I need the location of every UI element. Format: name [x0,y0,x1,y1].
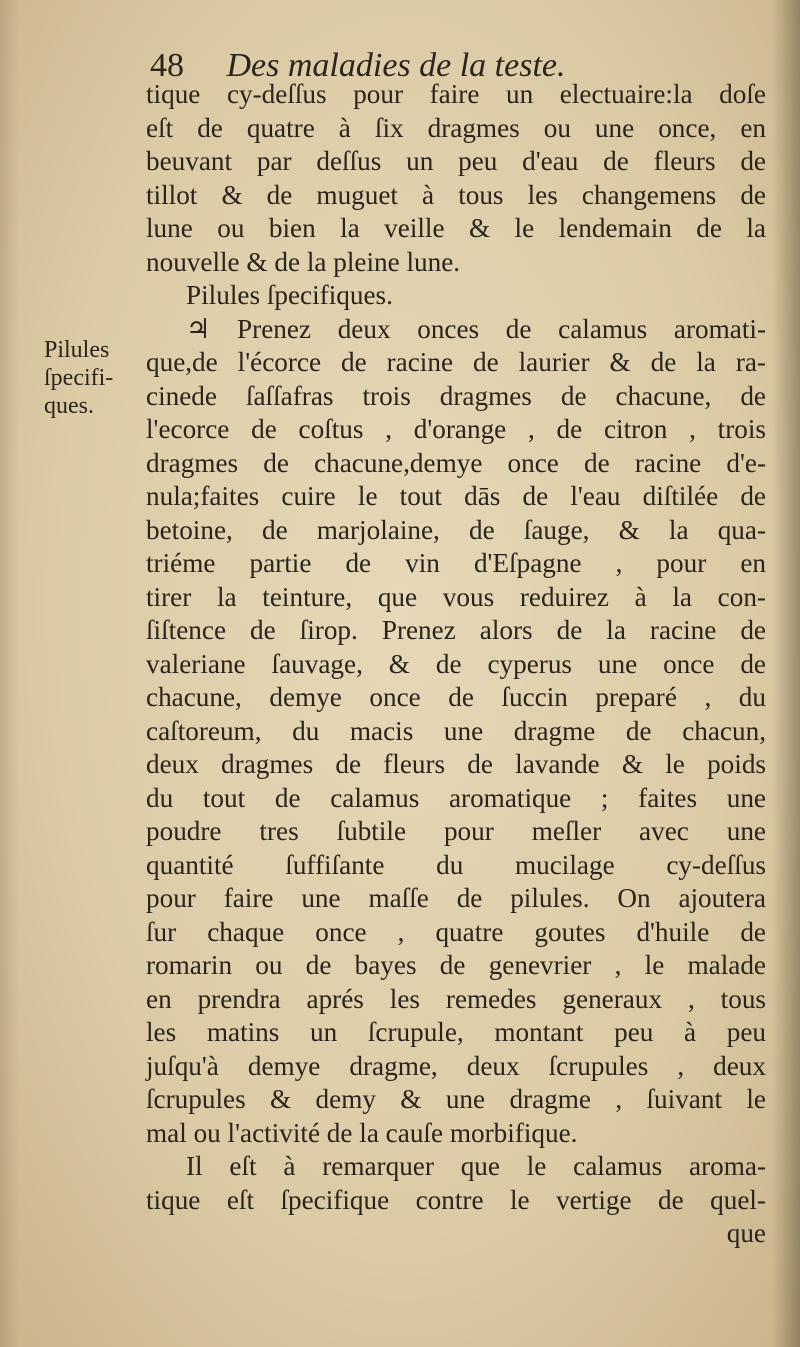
text-line: beuvant par deſſus un peu d'eau de fleurs de [146,146,766,176]
text-line: l'ecorce de coſtus , d'orange , de citron , trois [146,414,766,444]
text-line: caſtoreum, du macis une dragme de chacun, [146,715,766,746]
page-left-shadow [0,0,18,1347]
text-line: deux dragmes de fleurs de lavande & le poids [146,749,766,779]
section-heading: Pilules ſpecifiques. [186,280,393,310]
text-line: tique eſt ſpecifique contre le vertige de quel- [146,1184,766,1215]
text-line: tillot & de muguet à tous les changemens de [146,179,766,210]
text-line: du tout de calamus aromatique ; faites une [146,782,766,813]
text-line: tirer la teinture, que vous reduirez à la con- [146,581,766,612]
text-line: cinede ſaſſafras trois dragmes de chacune, de [146,380,766,411]
text-line: nula;faites cuire le tout dās de l'eau diſtilée de [146,481,766,511]
text-line: ſcrupules & demy & une dragme , ſuivant le [146,1084,766,1114]
page-number: 48 [150,47,184,84]
text-line: juſqu'à demye dragme, deux ſcrupules , deux [146,1050,766,1081]
text-line: que,de l'écorce de racine de laurier & de la ra- [146,347,766,377]
text-line: tique cy-deſſus pour faire un electuaire:la doſe [146,79,766,109]
running-title: Des maladies de la teste. [226,47,566,84]
body-text [146,78,766,1251]
text-line: ſur chaque once , quatre goutes d'huile de [146,916,766,947]
text-line: nouvelle & de la pleine lune. [146,246,461,277]
text-line: ♃ Prenez deux onces de calamus aromati- [186,313,766,344]
text-line: romarin ou de bayes de genevrier , le malade [146,950,766,980]
text-line: poudre tres ſubtile pour meſler avec une [146,816,766,846]
page-gutter-shadow [772,0,800,1347]
margin-note-line: ſpecifi- [44,365,114,391]
text-line: eſt de quatre à ſix dragmes ou une once, en [146,112,766,143]
text-line: que [726,1218,766,1248]
text-line: en prendra aprés les remedes generaux , tous [146,983,766,1014]
margin-note-line: Pilules [44,337,110,363]
text-line: mal ou l'activité de la cauſe morbifique. [146,1117,578,1148]
text-line: Il eſt à remarquer que le calamus aroma- [186,1151,766,1181]
text-line: triéme partie de vin d'Eſpagne , pour en [146,548,766,578]
text-line: ſiſtence de ſirop. Prenez alors de la racine de [146,615,766,645]
text-line: pour faire une maſſe de pilules. On ajoutera [146,883,766,913]
text-line: dragmes de chacune,demye once de racine d'e- [146,447,766,478]
margin-note-line: ques. [44,393,94,419]
text-line: valeriane ſauvage, & de cyperus une once de [146,648,766,679]
margin-note [44,336,134,420]
text-line: lune ou bien la veille & le lendemain de la [146,213,766,243]
text-line: chacune, demye once de ſuccin preparé , du [146,682,766,712]
text-line: quantité ſuffiſante du mucilage cy-deſſus [146,849,766,880]
text-line: betoine, de marjolaine, de ſauge, & la qua- [146,514,766,545]
text-line: les matins un ſcrupule, montant peu à peu [146,1017,766,1047]
